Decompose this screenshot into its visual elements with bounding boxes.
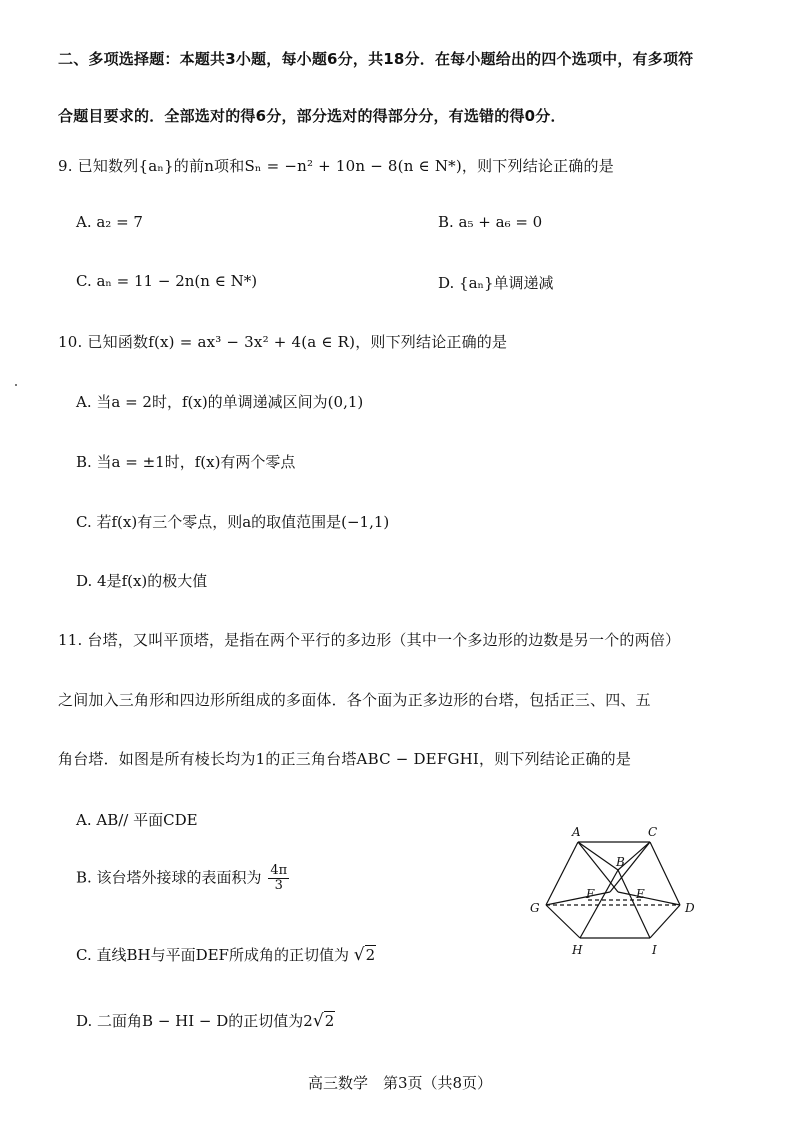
- q11-option-c: [76, 944, 376, 965]
- q10-option-c: C. 若f(x)有三个零点，则a的取值范围是(−1,1): [76, 513, 390, 531]
- edge-gh: [546, 905, 580, 938]
- sqrt-symbol: √2: [312, 1011, 335, 1031]
- fraction-denominator: 3: [274, 878, 283, 893]
- edge-ag: [546, 842, 578, 905]
- q11-option-b-text: B. 该台塔外接球的表面积为: [76, 868, 262, 887]
- q9-option-c: C. aₙ = 11 − 2n(n ∈ N*): [76, 272, 258, 290]
- label-b: B: [616, 855, 625, 869]
- q11-stem-line2: 之间加入三角形和四边形所组成的多面体．各个面为正多边形的台塔，包括正三、四、五: [58, 691, 651, 709]
- q11-option-c-text: C. 直线BH与平面DEF所成角的正切值为: [76, 946, 349, 964]
- q10-option-b: B. 当a = ±1时，f(x)有两个零点: [76, 453, 296, 471]
- scan-speck: [15, 384, 17, 386]
- edge-ab: [578, 842, 618, 870]
- edge-g-mid: [546, 892, 610, 905]
- cupola-figure: [520, 820, 710, 970]
- edge-cd: [650, 842, 680, 905]
- q11-stem-line3: 角台塔．如图是所有棱长均为1的正三角台塔ABC − DEFGHI，则下列结论正确的是: [58, 750, 632, 768]
- label-e: E: [636, 887, 645, 901]
- q10-stem: 10. 已知函数f(x) = ax³ − 3x² + 4(a ∈ R)，则下列结论正确的是: [58, 333, 508, 351]
- label-g: G: [530, 901, 540, 915]
- label-i: I: [652, 943, 657, 957]
- q11-stem-line1: 11. 台塔，又叫平顶塔，是指在两个平行的多边形（其中一个多边形的边数是另一个的两倍）: [58, 631, 681, 649]
- sqrt-radicand: 2: [324, 1012, 335, 1030]
- q11-option-a: A. AB// 平面CDE: [76, 811, 198, 829]
- section-header-line1: 二、多项选择题：本题共3小题，每小题6分，共18分．在每小题给出的四个选项中，有多项符: [58, 50, 694, 68]
- q10-option-a: A. 当a = 2时，f(x)的单调递减区间为(0,1): [76, 393, 364, 411]
- q11-option-d: [76, 1010, 335, 1031]
- sqrt-radicand: 2: [365, 946, 376, 964]
- page-footer: 高三数学 第3页（共8页）: [307, 1074, 493, 1092]
- edge-bh: [580, 870, 618, 938]
- edge-id: [650, 905, 680, 938]
- label-d: D: [685, 901, 695, 915]
- label-a: A: [572, 825, 581, 839]
- edge-a-mid: [578, 842, 618, 892]
- fraction-numerator: 4π: [270, 863, 288, 878]
- label-f: F: [586, 887, 595, 901]
- edge-bi: [618, 870, 650, 938]
- label-c: C: [648, 825, 658, 839]
- edge-d-mid: [618, 892, 680, 905]
- q11-option-b: [76, 864, 289, 893]
- sqrt-symbol: √2: [353, 945, 376, 965]
- q9-option-a: A. a₂ = 7: [76, 213, 143, 231]
- q10-option-d: D. 4是f(x)的极大值: [76, 572, 208, 590]
- label-h: H: [572, 943, 583, 957]
- q9-stem: 9. 已知数列{aₙ}的前n项和Sₙ = −n² + 10n − 8(n ∈ N*)，则下列结论正确的是: [58, 157, 614, 175]
- q9-option-d: D. {aₙ}单调递减: [438, 274, 554, 292]
- q9-option-b: B. a₅ + a₆ = 0: [438, 213, 543, 231]
- fraction: [268, 864, 289, 893]
- section-header-line2: 合题目要求的．全部选对的得6分，部分选对的得部分分，有选错的得0分．: [58, 107, 566, 125]
- q11-option-d-text: D. 二面角B − HI − D的正切值为2: [76, 1012, 313, 1030]
